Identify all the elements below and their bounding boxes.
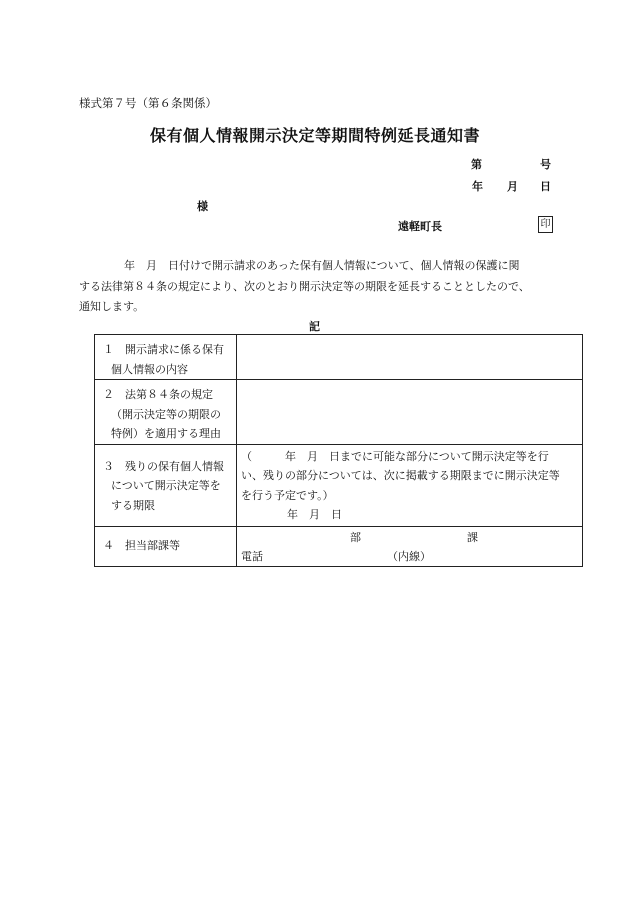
document-title: 保有個人情報開示決定等期間特例延長通知書 <box>149 126 480 145</box>
body-line-2: する法律第８４条の規定により、次のとおり開示決定等の期限を延長することとしたので、 <box>79 279 530 293</box>
date-month: 月 <box>507 180 518 193</box>
ki-heading: 記 <box>309 320 320 333</box>
row4-value-cell <box>237 526 583 566</box>
extension-label: （内線） <box>387 549 431 563</box>
row3-value-cell <box>237 444 583 526</box>
department-ka: 課 <box>467 530 478 544</box>
row2-value-cell <box>237 380 583 445</box>
notice-body <box>79 256 559 318</box>
department-bu: 部 <box>350 530 361 544</box>
form-label: 様式第７号（第６条関係） <box>79 96 217 110</box>
row3-value-line: い、残りの部分については、次に掲載する期限までに開示決定等 <box>241 469 560 482</box>
row2-label-line: ２ 法第８４条の規定 <box>103 388 213 401</box>
row3-label-line: について開示決定等を <box>111 479 221 492</box>
row3-value-line: を行う予定です。） <box>241 488 334 502</box>
row3-value-line: （ 年 月 日までに可能な部分について開示決定等を行 <box>241 449 549 463</box>
phone-label: 電話 <box>241 549 263 563</box>
number-dai: 第 <box>471 158 482 171</box>
row1-label-line: １ 開示請求に係る保有 <box>103 343 224 356</box>
row2-label-line: （開示決定等の期限の <box>111 407 221 421</box>
row4-label-cell <box>95 526 237 566</box>
row2-label-cell <box>95 380 237 445</box>
table-row-content <box>95 335 583 380</box>
table-row-deadline <box>95 444 583 526</box>
row1-value-cell <box>237 335 583 380</box>
row1-label-cell <box>95 335 237 380</box>
info-table <box>94 334 583 567</box>
date-year: 年 <box>472 180 483 193</box>
table-row-reason <box>95 380 583 445</box>
body-line-3: 通知します。 <box>79 300 145 313</box>
row1-label-line: 個人情報の内容 <box>111 362 188 376</box>
row3-label-cell <box>95 444 237 526</box>
row3-label-line: する期限 <box>111 498 155 512</box>
row3-value-line: 年 月 日 <box>287 508 342 521</box>
table-row-department <box>95 526 583 566</box>
number-go: 号 <box>540 158 551 171</box>
row2-label-line: 特例）を適用する理由 <box>111 427 221 440</box>
row3-label-line: ３ 残りの保有個人情報 <box>103 459 224 473</box>
row4-label-line: ４ 担当部課等 <box>103 539 180 553</box>
addressee-suffix: 様 <box>197 200 208 213</box>
body-line-1: 年 月 日付けで開示請求のあった保有個人情報について、個人情報の保護に関 <box>124 259 520 272</box>
date-day: 日 <box>540 180 551 193</box>
sender-title: 遠軽町長 <box>398 220 442 233</box>
seal-mark: 印 <box>538 216 553 233</box>
